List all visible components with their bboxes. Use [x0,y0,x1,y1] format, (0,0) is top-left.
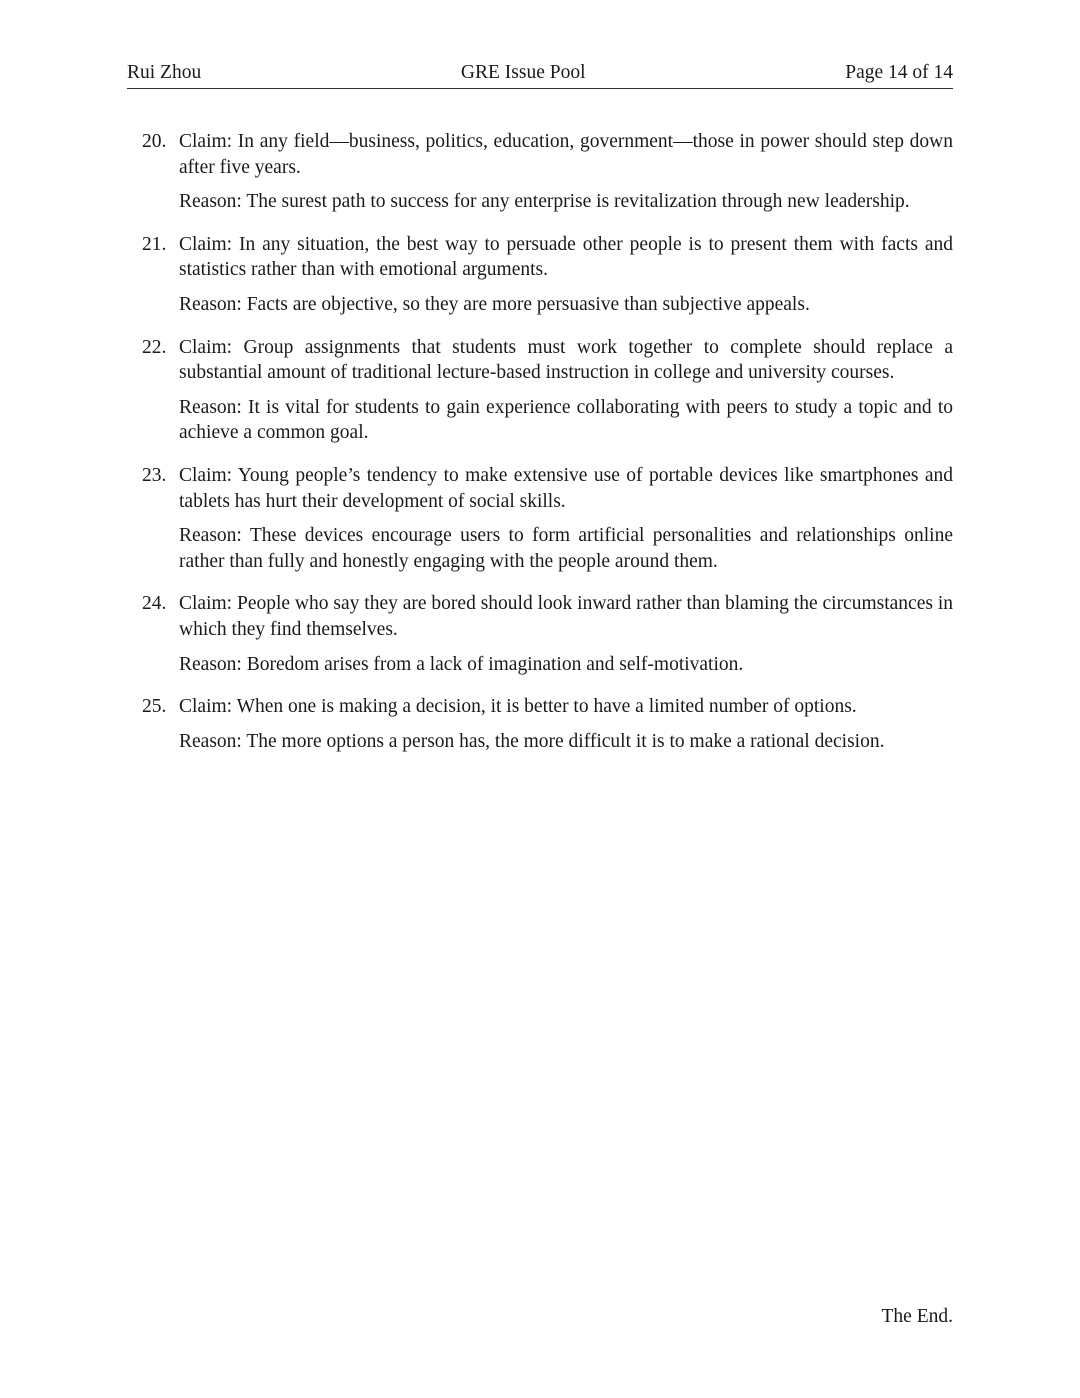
item-number: 21. [142,233,167,255]
issue-list [142,129,953,771]
item-number: 24. [142,593,167,615]
item-number: 20. [142,131,167,152]
claim-text: Claim: Group assignments that students must work together to complete should replace a substantial amount of traditional lecture-based instruction in college and university courses. [179,336,953,384]
issue-item-24 [142,591,953,677]
reason-text: Reason: The surest path to success for any enterprise is revitalization through new leadership. [179,191,910,213]
reason-text: Reason: It is vital for students to gain experience collaborating with peers to study a topic and to achieve a common goal. [179,396,953,444]
closing-text: The End. [881,1306,953,1327]
issue-item-20 [142,129,953,215]
item-number: 23. [142,464,167,486]
header-title: GRE Issue Pool [460,62,586,83]
reason-text: Reason: These devices encourage users to form artificial personalities and relationships online rather than fully and honestly engaging with the people around them. [179,525,953,572]
claim-text: Claim: When one is making a decision, it is better to have a limited number of options. [179,696,857,718]
header-author: Rui Zhou [127,62,202,83]
reason-text: Reason: Facts are objective, so they are more persuasive than subjective appeals. [179,293,810,315]
claim-text: Claim: In any situation, the best way to persuade other people is to present them with facts and statistics rather than with emotional arguments. [179,233,953,281]
header-page-number: Page 14 of 14 [845,62,953,83]
issue-item-23 [142,463,953,574]
issue-item-21 [142,232,953,318]
claim-text: Claim: In any field—business, politics, education, government—those in power should step down after five years. [179,131,953,178]
page-header [127,60,953,89]
item-number: 22. [142,336,167,358]
item-number: 25. [142,696,167,718]
issue-item-22 [142,335,953,446]
reason-text: Reason: Boredom arises from a lack of imagination and self-motivation. [179,653,744,675]
issue-item-25 [142,694,953,754]
claim-text: Claim: People who say they are bored should look inward rather than blaming the circumstances in which they find themselves. [179,593,953,640]
claim-text: Claim: Young people’s tendency to make extensive use of portable devices like smartphones and tablets has hurt their development of social skills. [179,464,953,512]
reason-text: Reason: The more options a person has, the more difficult it is to make a rational decision. [179,730,885,752]
